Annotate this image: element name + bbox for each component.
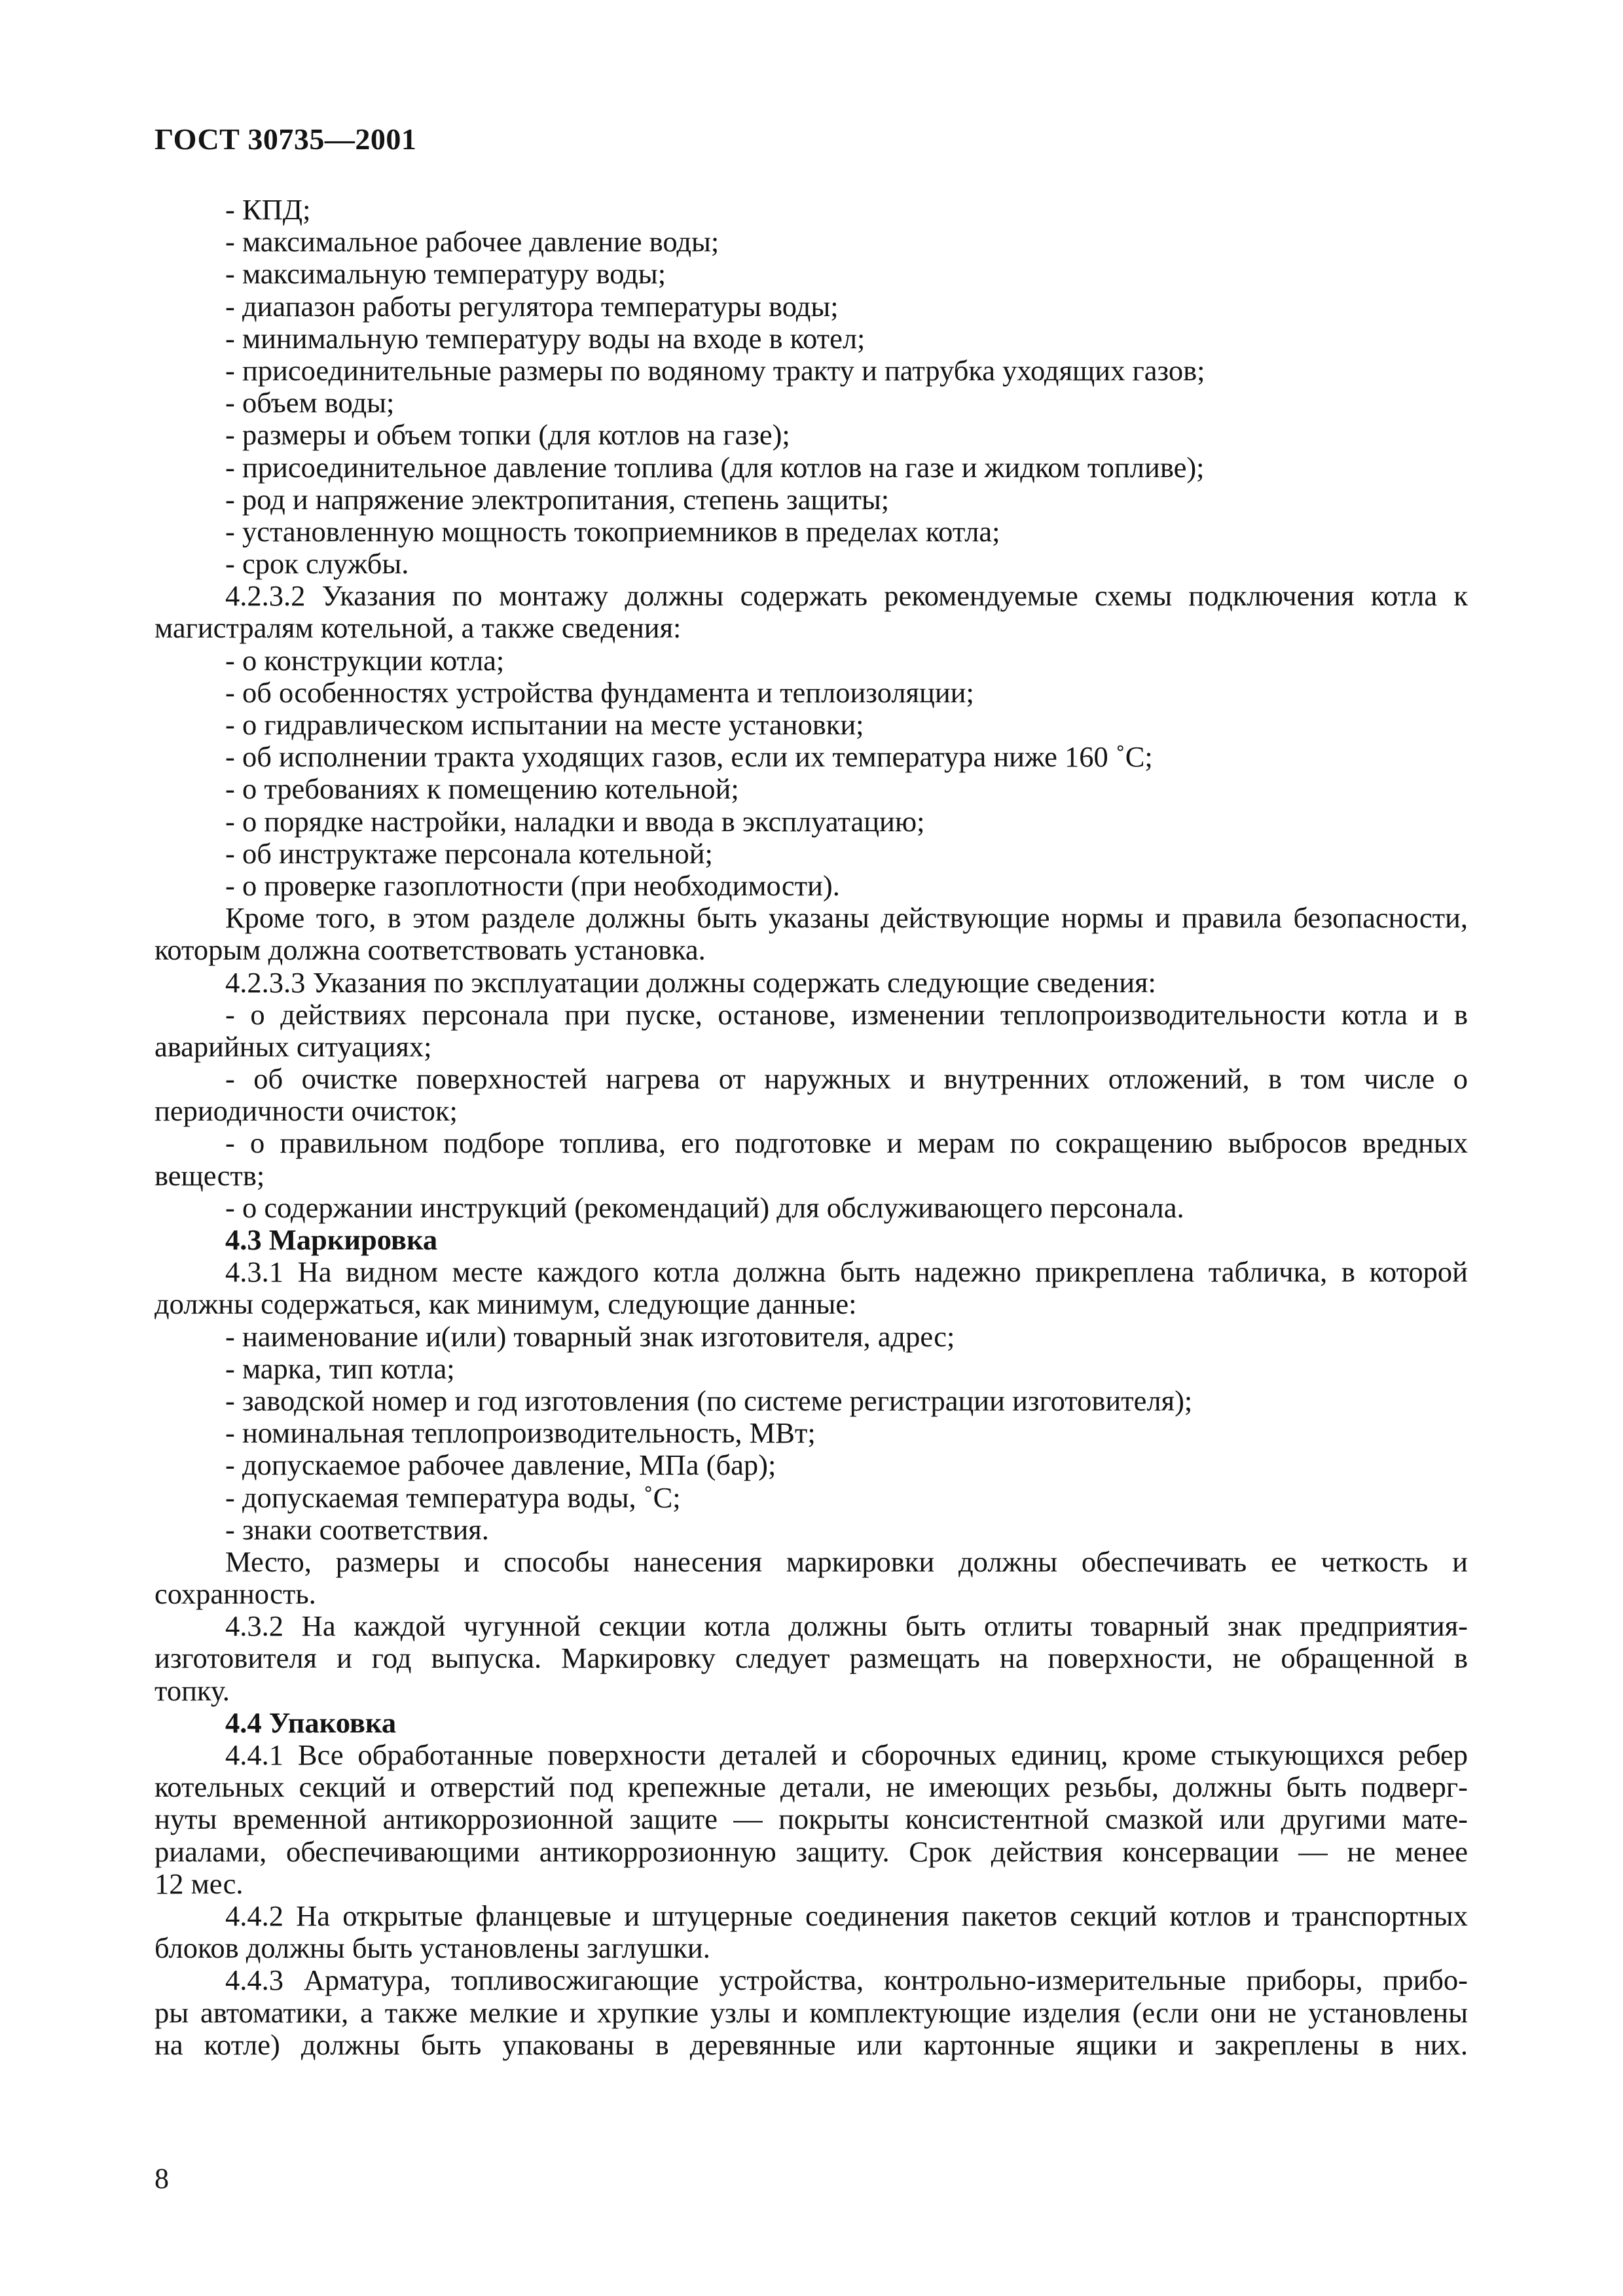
list-item: - объем воды; <box>225 386 395 420</box>
list-item: - знаки соответствия. <box>225 1513 489 1546</box>
paragraph-line: 12 мес. <box>155 1867 244 1900</box>
list-item: - минимальную температуру воды на входе в котел; <box>225 321 866 355</box>
list-item: - допускаемое рабочее давление, МПа (бар); <box>225 1448 776 1482</box>
paragraph-line: Кроме того, в этом разделе должны быть указаны действующие нормы и правила безопасности, <box>225 901 1468 935</box>
list-item: - размеры и объем топки (для котлов на газе); <box>225 418 790 452</box>
list-item: - присоединительные размеры по водяному тракту и патрубка уходящих газов; <box>225 353 1205 387</box>
list-item: - о проверке газоплотности (при необходимости). <box>225 869 840 902</box>
list-item: - о гидравлическом испытании на месте установки; <box>225 708 864 741</box>
paragraph-line: 4.2.3.3 Указания по эксплуатации должны содержать следующие сведения: <box>225 965 1156 999</box>
list-item: - об исполнении тракта уходящих газов, если их температура ниже 160 ˚С; <box>225 740 1153 774</box>
paragraph-line: должны содержаться, как минимум, следующие данные: <box>155 1287 857 1321</box>
paragraph-line: 4.3.1 На видном месте каждого котла должна быть надежно прикреплена табличка, в которой <box>225 1255 1468 1289</box>
paragraph-line: блоков должны быть установлены заглушки. <box>155 1931 710 1965</box>
list-item: - о порядке настройки, наладки и ввода в эксплуатацию; <box>225 804 925 838</box>
paragraph-line: которым должна соответствовать установка. <box>155 933 706 967</box>
paragraph-line: нуты временной антикоррозионной защите — покрыты консистентной смазкой или другими мате- <box>155 1803 1468 1836</box>
document-body <box>155 194 1468 2061</box>
list-item: - присоединительное давление топлива (для котлов на газе и жидком топливе); <box>225 450 1205 484</box>
paragraph-line: - об очистке поверхностей нагрева от наружных и внутренних отложений, в том числе о <box>225 1062 1468 1096</box>
list-item: - допускаемая температура воды, ˚С; <box>225 1480 681 1514</box>
list-item: - максимальное рабочее давление воды; <box>225 225 720 259</box>
paragraph-line: веществ; <box>155 1158 265 1192</box>
page-number: 8 <box>155 2162 169 2195</box>
paragraph-line: 4.4.1 Все обработанные поверхности деталей и сборочных единиц, кроме стыкующихся ребер <box>225 1738 1468 1771</box>
list-item: - срок службы. <box>225 547 409 581</box>
paragraph-line: на котле) должны быть упакованы в деревянные или картонные ящики и закреплены в них. <box>155 2028 1468 2061</box>
section-heading: 4.3 Маркировка <box>225 1223 438 1256</box>
paragraph-line: ры автоматики, а также мелкие и хрупкие узлы и комплектующие изделия (если они не установлены <box>155 1996 1468 2029</box>
list-item: - заводской номер и год изготовления (по системе регистрации изготовителя); <box>225 1384 1193 1417</box>
paragraph-line: Место, размеры и способы нанесения маркировки должны обеспечивать ее четкость и <box>225 1545 1468 1578</box>
list-item: - марка, тип котла; <box>225 1352 455 1385</box>
list-item: - об особенностях устройства фундамента и теплоизоляции; <box>225 675 974 709</box>
standard-header: ГОСТ 30735—2001 <box>155 122 417 156</box>
paragraph-line: сохранность. <box>155 1577 316 1611</box>
list-item: - диапазон работы регулятора температуры воды; <box>225 289 839 323</box>
paragraph-line: 4.3.2 На каждой чугунной секции котла должны быть отлиты товарный знак предприятия- <box>225 1609 1468 1643</box>
list-item: - установленную мощность токоприемников в пределах котла; <box>225 514 1000 548</box>
paragraph-line: 4.4.2 На открытые фланцевые и штуцерные соединения пакетов секций котлов и транспортных <box>225 1899 1468 1932</box>
list-item: - о требованиях к помещению котельной; <box>225 772 739 806</box>
list-item: - об инструктаже персонала котельной; <box>225 836 713 870</box>
paragraph-line: 4.2.3.2 Указания по монтажу должны содержать рекомендуемые схемы подключения котла к <box>225 579 1468 613</box>
paragraph-line: - о правильном подборе топлива, его подготовке и мерам по сокращению выбросов вредных <box>225 1126 1468 1160</box>
list-item: - наименование и(или) товарный знак изготовителя, адрес; <box>225 1319 955 1353</box>
paragraph-line: топку. <box>155 1674 230 1707</box>
paragraph-line: - о действиях персонала при пуске, останове, изменении теплопроизводительности котла и в <box>225 997 1468 1031</box>
list-item: - номинальная теплопроизводительность, МВт; <box>225 1416 816 1450</box>
paragraph-line: периодичности очисток; <box>155 1094 458 1128</box>
paragraph-line: котельных секций и отверстий под крепежные детали, не имеющих резьбы, должны быть подверг- <box>155 1770 1468 1804</box>
section-heading: 4.4 Упаковка <box>225 1706 397 1739</box>
paragraph-line: риалами, обеспечивающими антикоррозионную защиту. Срок действия консервации — не менее <box>155 1835 1468 1868</box>
paragraph-line: - о содержании инструкций (рекомендаций) для обслуживающего персонала. <box>225 1191 1184 1224</box>
paragraph-line: аварийных ситуациях; <box>155 1030 432 1063</box>
list-item: - о конструкции котла; <box>225 643 505 677</box>
list-item: - максимальную температуру воды; <box>225 257 666 291</box>
paragraph-line: изготовителя и год выпуска. Маркировку следует размещать на поверхности, не обращенной в <box>155 1641 1468 1675</box>
list-item: - КПД; <box>225 193 311 226</box>
paragraph-line: магистралям котельной, а также сведения: <box>155 611 682 645</box>
list-item: - род и напряжение электропитания, степень защиты; <box>225 482 890 516</box>
paragraph-line: 4.4.3 Арматура, топливосжигающие устройства, контрольно-измерительные приборы, прибо- <box>225 1964 1468 1997</box>
